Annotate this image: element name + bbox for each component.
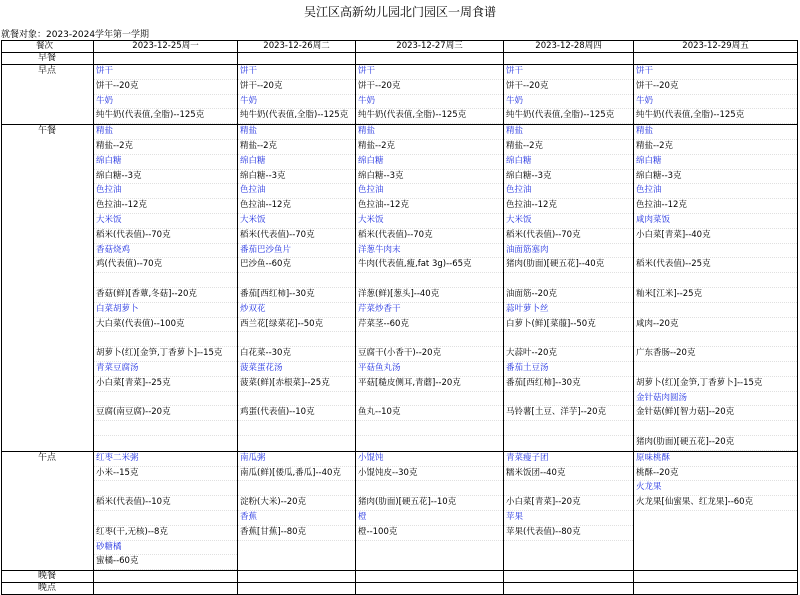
meal-label: 午点	[2, 451, 94, 570]
menu-cell-mon	[94, 451, 238, 570]
ingredient-line: 饼干--20克	[356, 80, 503, 95]
blank-line	[94, 511, 237, 526]
menu-cell-thu	[504, 451, 634, 570]
ingredient-line: 色拉油--12克	[238, 199, 355, 214]
dish-name: 青菜瘦子团	[504, 452, 633, 467]
dish-name: 色拉油	[634, 184, 797, 199]
ingredient-line: 小白菜[青菜]--25克	[94, 377, 237, 392]
dish-name: 大米饭	[356, 214, 503, 229]
ingredient-line: 绵白糖--3克	[238, 170, 355, 185]
ingredient-line: 籼米[江米]--25克	[634, 288, 797, 303]
dish-name: 香菇烧鸡	[94, 244, 237, 259]
ingredient-line: 鸡(代表值)--70克	[94, 258, 237, 273]
blank-line	[238, 332, 355, 347]
blank-line	[238, 481, 355, 496]
ingredient-line: 纯牛奶(代表值,全脂)--125克	[356, 109, 503, 124]
menu-cell-fri	[634, 451, 798, 570]
ingredient-line: 胡萝卜(红)[金笋,丁香萝卜]--15克	[94, 347, 237, 362]
dish-name: 饼干	[504, 65, 633, 80]
blank-line	[504, 332, 633, 347]
ingredient-line: 饼干--20克	[94, 80, 237, 95]
menu-cell-fri	[634, 53, 798, 65]
blank-line	[94, 481, 237, 496]
dish-name: 牛奶	[504, 95, 633, 110]
dish-name: 色拉油	[94, 184, 237, 199]
dish-name: 牛奶	[238, 95, 355, 110]
menu-cell-mon	[94, 65, 238, 125]
ingredient-line: 鸡蛋(代表值)--10克	[238, 406, 355, 421]
menu-cell-wed	[356, 65, 504, 125]
dish-name: 蒜叶萝卜丝	[504, 303, 633, 318]
ingredient-line: 纯牛奶(代表值,全脂)--125克	[634, 109, 797, 124]
dish-name: 绵白糖	[356, 155, 503, 170]
ingredient-line: 豆腐(南豆腐)--20克	[94, 406, 237, 421]
menu-cell-mon	[94, 583, 238, 595]
dish-name: 饼干	[94, 65, 237, 80]
ingredient-line: 稻米(代表值)--70克	[356, 229, 503, 244]
blank-line	[634, 273, 797, 288]
dish-name: 精盐	[94, 125, 237, 140]
dish-name: 白菜胡萝卜	[94, 303, 237, 318]
dish-name: 金针菇肉圆汤	[634, 392, 797, 407]
dish-name: 大米饭	[238, 214, 355, 229]
blank-line	[356, 421, 503, 436]
meal-row	[2, 65, 798, 125]
blank-line	[504, 421, 633, 436]
ingredient-line: 糯米饭团--40克	[504, 467, 633, 482]
dish-name: 绵白糖	[504, 155, 633, 170]
ingredient-line: 火龙果[仙蜜果、红龙果]--60克	[634, 496, 797, 511]
blank-line	[238, 421, 355, 436]
ingredient-line: 牛肉(代表值,瘦,fat 3g)--65克	[356, 258, 503, 273]
ingredient-line: 大白菜(代表值)--100克	[94, 318, 237, 333]
dish-name: 红枣二米粥	[94, 452, 237, 467]
menu-cell-tue	[238, 451, 356, 570]
meal-row	[2, 583, 798, 595]
ingredient-line: 洋葱(鲜)[葱头]--40克	[356, 288, 503, 303]
ingredient-line: 猪肉(肋面)[硬五花]--40克	[504, 258, 633, 273]
header-row	[2, 41, 798, 53]
ingredient-line: 小白菜[青菜]--40克	[634, 229, 797, 244]
blank-line	[634, 332, 797, 347]
ingredient-line: 白花菜--30克	[238, 347, 355, 362]
dish-name: 牛奶	[356, 95, 503, 110]
meal-label: 早餐	[2, 53, 94, 65]
ingredient-line: 番茄[西红柿]--30克	[238, 288, 355, 303]
ingredient-line: 精盐--2克	[238, 140, 355, 155]
menu-cell-fri	[634, 125, 798, 452]
dish-name: 饼干	[356, 65, 503, 80]
ingredient-line: 桃酥--20克	[634, 467, 797, 482]
menu-cell-thu	[504, 571, 634, 583]
dish-name: 洋葱牛肉末	[356, 244, 503, 259]
diner-info: 就餐对象：2023-2024学年第一学期	[1, 30, 150, 40]
dish-name: 原味桃酥	[634, 452, 797, 467]
blank-line	[356, 273, 503, 288]
dish-name: 色拉油	[356, 184, 503, 199]
ingredient-line: 广东香肠--20克	[634, 347, 797, 362]
menu-cell-tue	[238, 125, 356, 452]
dish-name: 橙	[356, 511, 503, 526]
dish-name: 大米饭	[504, 214, 633, 229]
menu-cell-wed	[356, 53, 504, 65]
ingredient-line: 胡萝卜(红)[金笋,丁香萝卜]--15克	[634, 377, 797, 392]
blank-line	[504, 273, 633, 288]
ingredient-line: 白萝卜(鲜)[菜菔]--50克	[504, 318, 633, 333]
menu-cell-thu	[504, 125, 634, 452]
meal-label: 早点	[2, 65, 94, 125]
dish-name: 青菜豆腐汤	[94, 362, 237, 377]
ingredient-line: 蜜橘--60克	[94, 555, 237, 570]
ingredient-line: 绵白糖--3克	[634, 170, 797, 185]
ingredient-line: 香蕉[甘蕉]--80克	[238, 526, 355, 541]
meal-row	[2, 571, 798, 583]
menu-cell-wed	[356, 451, 504, 570]
blank-line	[634, 362, 797, 377]
ingredient-line: 纯牛奶(代表值,全脂)--125克	[94, 109, 237, 124]
dish-name: 绵白糖	[94, 155, 237, 170]
ingredient-line: 平菇[糙皮侧耳,青蘑]--20克	[356, 377, 503, 392]
ingredient-line: 纯牛奶(代表值,全脂)--125克	[238, 109, 355, 124]
menu-cell-tue	[238, 65, 356, 125]
menu-cell-mon	[94, 53, 238, 65]
menu-cell-thu	[504, 583, 634, 595]
day-header-thu: 2023-12-28周四	[504, 41, 634, 53]
dish-name: 平菇鱼丸汤	[356, 362, 503, 377]
blank-line	[634, 244, 797, 259]
dish-name: 绵白糖	[634, 155, 797, 170]
ingredient-line: 小米--15克	[94, 467, 237, 482]
ingredient-line: 色拉油--12克	[94, 199, 237, 214]
ingredient-line: 绵白糖--3克	[356, 170, 503, 185]
ingredient-line: 香菇(鲜)[香蕈,冬菇]--20克	[94, 288, 237, 303]
ingredient-line: 纯牛奶(代表值,全脂)--125克	[504, 109, 633, 124]
blank-line	[94, 332, 237, 347]
day-header-fri: 2023-12-29周五	[634, 41, 798, 53]
ingredient-line: 南瓜(鲜)[倭瓜,番瓜]--40克	[238, 467, 355, 482]
menu-cell-fri	[634, 583, 798, 595]
menu-cell-fri	[634, 65, 798, 125]
blank-line	[94, 273, 237, 288]
menu-cell-mon	[94, 571, 238, 583]
ingredient-line: 稻米(代表值)--70克	[238, 229, 355, 244]
meal-label: 晚餐	[2, 571, 94, 583]
ingredient-line: 咸肉--20克	[634, 318, 797, 333]
dish-name: 南瓜粥	[238, 452, 355, 467]
dish-name: 菠菜蛋花汤	[238, 362, 355, 377]
ingredient-line: 红枣(干,无核)--8克	[94, 526, 237, 541]
ingredient-line: 饼干--20克	[238, 80, 355, 95]
menu-cell-wed	[356, 571, 504, 583]
ingredient-line: 马铃薯[土豆、洋芋]--20克	[504, 406, 633, 421]
weekly-menu-table	[1, 40, 798, 595]
day-header-tue: 2023-12-26周二	[238, 41, 356, 53]
dish-name: 番茄巴沙鱼片	[238, 244, 355, 259]
dish-name: 精盐	[504, 125, 633, 140]
ingredient-line: 精盐--2克	[504, 140, 633, 155]
dish-name: 色拉油	[238, 184, 355, 199]
menu-cell-wed	[356, 583, 504, 595]
dish-name: 牛奶	[94, 95, 237, 110]
ingredient-line: 稻米(代表值)--10克	[94, 496, 237, 511]
ingredient-line: 巴沙鱼--60克	[238, 258, 355, 273]
ingredient-line: 橙--100克	[356, 526, 503, 541]
blank-line	[356, 332, 503, 347]
dish-name: 炒双花	[238, 303, 355, 318]
dish-name: 牛奶	[634, 95, 797, 110]
meal-row	[2, 451, 798, 570]
day-header-mon: 2023-12-25周一	[94, 41, 238, 53]
meal-column-header: 餐次	[2, 41, 94, 53]
meal-label: 晚点	[2, 583, 94, 595]
ingredient-line: 饼干--20克	[634, 80, 797, 95]
dish-name: 精盐	[238, 125, 355, 140]
ingredient-line: 鱼丸--10克	[356, 406, 503, 421]
ingredient-line: 猪肉(肋面)[硬五花]--10克	[356, 496, 503, 511]
dish-name: 火龙果	[634, 481, 797, 496]
menu-cell-thu	[504, 65, 634, 125]
ingredient-line: 猪肉(肋面)[硬五花]--20克	[634, 436, 797, 451]
ingredient-line: 精盐--2克	[94, 140, 237, 155]
dish-name: 小馄饨	[356, 452, 503, 467]
ingredient-line: 色拉油--12克	[356, 199, 503, 214]
ingredient-line: 稻米(代表值)--25克	[634, 258, 797, 273]
menu-cell-tue	[238, 571, 356, 583]
ingredient-line: 绵白糖--3克	[94, 170, 237, 185]
ingredient-line: 小馄饨皮--30克	[356, 467, 503, 482]
ingredient-line: 精盐--2克	[634, 140, 797, 155]
ingredient-line: 大蒜叶--20克	[504, 347, 633, 362]
menu-cell-fri	[634, 571, 798, 583]
ingredient-line: 豆腐干(小香干)--20克	[356, 347, 503, 362]
dish-name: 色拉油	[504, 184, 633, 199]
ingredient-line: 油面筋--20克	[504, 288, 633, 303]
blank-line	[634, 303, 797, 318]
blank-line	[94, 392, 237, 407]
ingredient-line: 色拉油--12克	[504, 199, 633, 214]
dish-name: 饼干	[238, 65, 355, 80]
ingredient-line: 淀粉(大米)--20克	[238, 496, 355, 511]
page-title: 吴江区高新幼儿园北门园区一周食谱	[303, 5, 496, 19]
ingredient-line: 绵白糖--3克	[504, 170, 633, 185]
meal-row	[2, 125, 798, 452]
dish-name: 香蕉	[238, 511, 355, 526]
dish-name: 番茄土豆汤	[504, 362, 633, 377]
blank-line	[238, 273, 355, 288]
blank-line	[356, 392, 503, 407]
ingredient-line: 番茄[西红柿]--30克	[504, 377, 633, 392]
blank-line	[504, 392, 633, 407]
menu-cell-tue	[238, 583, 356, 595]
blank-line	[634, 421, 797, 436]
menu-cell-thu	[504, 53, 634, 65]
ingredient-line: 菠菜(鲜)[赤根菜]--25克	[238, 377, 355, 392]
ingredient-line: 芹菜茎--60克	[356, 318, 503, 333]
menu-cell-mon	[94, 125, 238, 452]
blank-line	[356, 481, 503, 496]
ingredient-line: 精盐--2克	[356, 140, 503, 155]
meal-label: 午餐	[2, 125, 94, 452]
ingredient-line: 稻米(代表值)--70克	[504, 229, 633, 244]
ingredient-line: 金针菇(鲜)[智力菇]--20克	[634, 406, 797, 421]
blank-line	[238, 392, 355, 407]
meal-row	[2, 53, 798, 65]
dish-name: 油面筋塞肉	[504, 244, 633, 259]
dish-name: 精盐	[356, 125, 503, 140]
dish-name: 饼干	[634, 65, 797, 80]
ingredient-line: 稻米(代表值)--70克	[94, 229, 237, 244]
dish-name: 绵白糖	[238, 155, 355, 170]
menu-cell-wed	[356, 125, 504, 452]
dish-name: 大米饭	[94, 214, 237, 229]
ingredient-line: 苹果(代表值)--80克	[504, 526, 633, 541]
dish-name: 苹果	[504, 511, 633, 526]
dish-name: 精盐	[634, 125, 797, 140]
day-header-wed: 2023-12-27周三	[356, 41, 504, 53]
blank-line	[504, 481, 633, 496]
blank-line	[94, 421, 237, 436]
ingredient-line: 色拉油--12克	[634, 199, 797, 214]
dish-name: 芹菜炒香干	[356, 303, 503, 318]
menu-cell-tue	[238, 53, 356, 65]
ingredient-line: 饼干--20克	[504, 80, 633, 95]
dish-name: 砂糖橘	[94, 541, 237, 556]
ingredient-line: 西兰花[绿菜花]--50克	[238, 318, 355, 333]
ingredient-line: 小白菜[青菜]--20克	[504, 496, 633, 511]
dish-name: 咸肉菜饭	[634, 214, 797, 229]
